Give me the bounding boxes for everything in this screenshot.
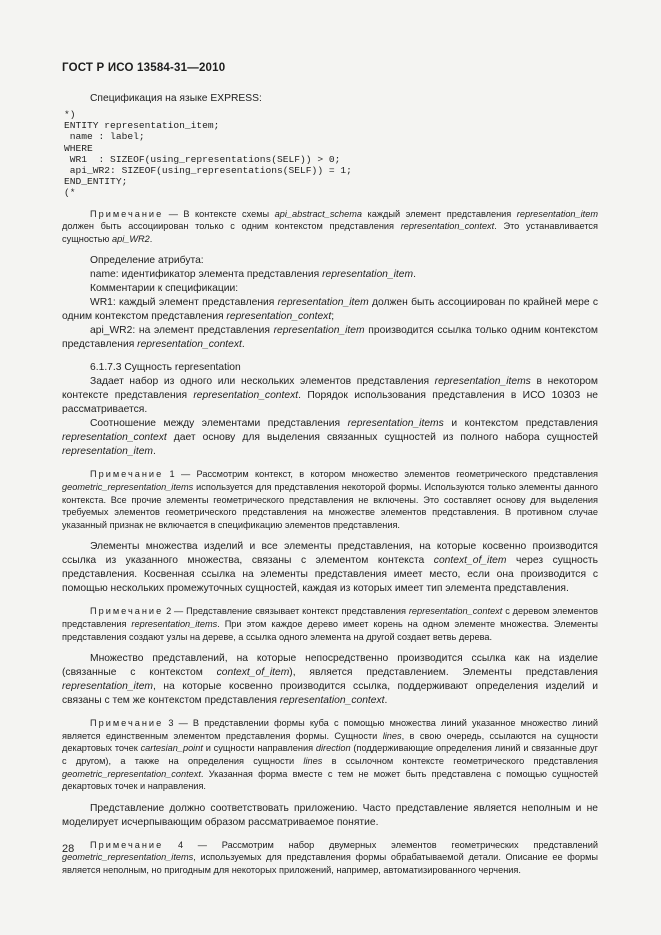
- wr2-comment: [62, 324, 598, 352]
- text-run: каждый элемент представления: [362, 208, 517, 219]
- text-run: , в свою очередь, ссылаются на сущности декартовых точек: [62, 730, 598, 754]
- attr-definition-title: Определение атрибута:: [90, 255, 204, 267]
- text-run: должен быть ассоциирован только с одним контекстом представления: [62, 221, 401, 232]
- text-run: .: [384, 695, 388, 707]
- note-4: [62, 839, 598, 877]
- section-heading: 6.1.7.3 Сущность representation: [90, 362, 241, 374]
- page-content: [62, 92, 598, 877]
- italic-term: representation_item: [62, 446, 154, 458]
- italic-term: context_of_item: [433, 555, 507, 567]
- italic-term: geometric_representation_items: [62, 852, 194, 863]
- italic-term: representation_items: [131, 618, 218, 629]
- text-run: в некотором контексте представления: [62, 376, 598, 402]
- paragraph-4: [62, 652, 598, 708]
- text-run: — В контексте схемы: [163, 208, 275, 219]
- italic-term: representation_items: [434, 376, 531, 388]
- code-line: ENTITY representation_item;: [64, 120, 220, 132]
- attr-name: [62, 268, 598, 282]
- text-run: и контекстом представления: [443, 418, 599, 430]
- code-line: *): [64, 109, 76, 120]
- text-run: Примечание: [90, 839, 164, 850]
- code-line: WHERE: [64, 142, 93, 154]
- text-run: используется для представления некоторой формы. Используются только элементы данного контекста. Все прочие элементы геометрического представления не включены. Это составляет основу для выделения требуемых элементов геометрического представления на множестве элементов представления. В противном случае указанный признак не включается в спецификацию элементов представления.: [62, 482, 598, 530]
- code-line: name : label;: [64, 131, 145, 143]
- italic-term: representation_context: [226, 311, 332, 323]
- code-line: api_WR2: SIZEOF(using_representations(SELF)) = 1;: [64, 165, 352, 177]
- text-run: , на которые косвенно производится ссылка, поддерживают определения изделий и связаны с тем же контекстом представления: [62, 681, 598, 707]
- note-3: [62, 717, 598, 793]
- italic-term: cartesian_point: [140, 743, 203, 754]
- text-run: ), является представлением. Элементы представления: [289, 667, 598, 679]
- italic-term: representation_context: [193, 390, 299, 402]
- text-run: Примечание: [90, 606, 164, 617]
- italic-term: representation_item: [322, 269, 414, 281]
- text-run: .: [149, 233, 153, 244]
- wr1-comment: [62, 296, 598, 324]
- paragraph-3: [62, 540, 598, 596]
- italic-term: lines: [303, 755, 323, 766]
- code-line: WR1 : SIZEOF(using_representations(SELF)) > 0;: [64, 153, 341, 165]
- text-run: 4 — Рассмотрим набор двумерных элементов геометрических представлений: [163, 839, 598, 850]
- text-run: .: [153, 446, 156, 458]
- page-number: 28: [62, 843, 75, 855]
- spec-title: Спецификация на языке EXPRESS:: [90, 93, 262, 104]
- text-run: Элементы множества изделий и все элементы представления, на которые косвенно производится ссылка из указанного множества, связаны с элементом контекста: [62, 541, 598, 567]
- italic-term: lines: [382, 730, 402, 741]
- express-code-block: [64, 109, 598, 199]
- text-run: производится ссылка только одним контекстом представления: [62, 325, 598, 351]
- text-run: Примечание: [90, 718, 164, 729]
- note-label: Примечание: [90, 208, 164, 219]
- text-run: 1 — Рассмотрим контекст, в котором множество элементов геометрического представления: [163, 469, 598, 480]
- text-run: с деревом элементов представления: [62, 606, 598, 629]
- italic-term: context_of_item: [216, 667, 290, 679]
- text-run: 2 — Представление связывает контекст представления: [163, 606, 409, 617]
- text-run: (поддерживающие определения линий и связанные друг с другом), а также на определения сущности: [62, 743, 598, 766]
- italic-term: representation_context: [408, 606, 503, 617]
- text-run: Задает набор из одного или нескольких элементов представления: [90, 376, 435, 388]
- text-run: , используемых для представления формы обрабатываемой детали. Описание ее формы является неполным, но пригодным для некоторых приложений, например, автоматизированного черчения.: [62, 852, 598, 875]
- text-run: Примечание: [90, 469, 164, 480]
- text-run: . Порядок использования представления в ИСО 10303 не рассматривается.: [62, 390, 598, 416]
- text-run: WR1: каждый элемент представления: [90, 297, 278, 309]
- code-line: (*: [64, 187, 76, 199]
- italic-term: representation_context: [400, 221, 495, 232]
- text-run: дает основу для выделения связанных сущностей из полного набора сущностей: [166, 432, 598, 444]
- italic-term: direction: [315, 743, 351, 754]
- note-intro: [62, 208, 598, 246]
- section-paragraph-1: [62, 375, 598, 417]
- italic-term: geometric_representation_items: [62, 482, 194, 492]
- code-line: END_ENTITY;: [64, 176, 128, 188]
- italic-term: representation_item: [516, 208, 598, 219]
- italic-term: representation_items: [347, 418, 444, 430]
- text-run: . Это устанавливается сущностью: [62, 221, 598, 244]
- italic-term: representation_item: [273, 325, 365, 337]
- italic-term: representation_item: [62, 681, 154, 693]
- note-2: [62, 605, 598, 643]
- text-run: в ссылочном контексте геометрического представления: [322, 755, 598, 766]
- text-run: 3 — В представлении формы куба с помощью множества линий указанное множество линий является единственным элементом представления формы. Сущности: [62, 718, 598, 741]
- italic-term: representation_context: [279, 695, 385, 707]
- text-run: и сущности направления: [202, 743, 316, 754]
- italic-term: representation_item: [277, 297, 369, 309]
- text-run: . При этом каждое дерево имеет корень на одном элементе множества. Элементы представления создают узлы на дереве, а ссылка одного элемента на другой создает ветвь дерева.: [62, 618, 598, 642]
- note-1: [62, 468, 598, 531]
- italic-term: api_abstract_schema: [274, 208, 362, 219]
- text-run: должен быть ассоциирован по крайней мере с одним контекстом представления: [62, 297, 599, 323]
- text-run: name: идентификатор элемента представления: [90, 269, 323, 281]
- paragraph-5: Представление должно соответствовать приложению. Часто представление является неполным и не моделирует исчерпывающим образом рассматриваемое понятие.: [62, 802, 598, 828]
- text-run: Соотношение между элементами представления: [90, 418, 348, 430]
- text-run: Множество представлений, на которые непосредственно производится ссылка как на изделие (связанные с контекстом: [62, 653, 598, 679]
- text-run: .: [413, 269, 416, 281]
- italic-term: geometric_representation_context: [62, 768, 201, 779]
- text-run: . Указанная форма вместе с тем не может быть представлена с помощью сущностей декартовых точек и направления.: [62, 768, 598, 792]
- italic-term: representation_context: [137, 339, 242, 351]
- text-run: ;: [331, 311, 335, 323]
- comments-title: Комментарии к спецификации:: [90, 283, 239, 295]
- text-run: через сущность представления. Косвенная ссылка на элементы представления имеет место, если она производится с помощью нескольких промежуточных сущностей, каждая из которых имеет тип элемента представления.: [62, 555, 598, 595]
- text-run: .: [241, 339, 245, 351]
- italic-term: representation_context: [62, 432, 167, 444]
- section-paragraph-2: [62, 417, 598, 459]
- italic-term: api_WR2: [111, 233, 150, 244]
- standard-header: ГОСТ Р ИСО 13584-31—2010: [62, 62, 226, 74]
- text-run: api_WR2: на элемент представления: [90, 325, 274, 337]
